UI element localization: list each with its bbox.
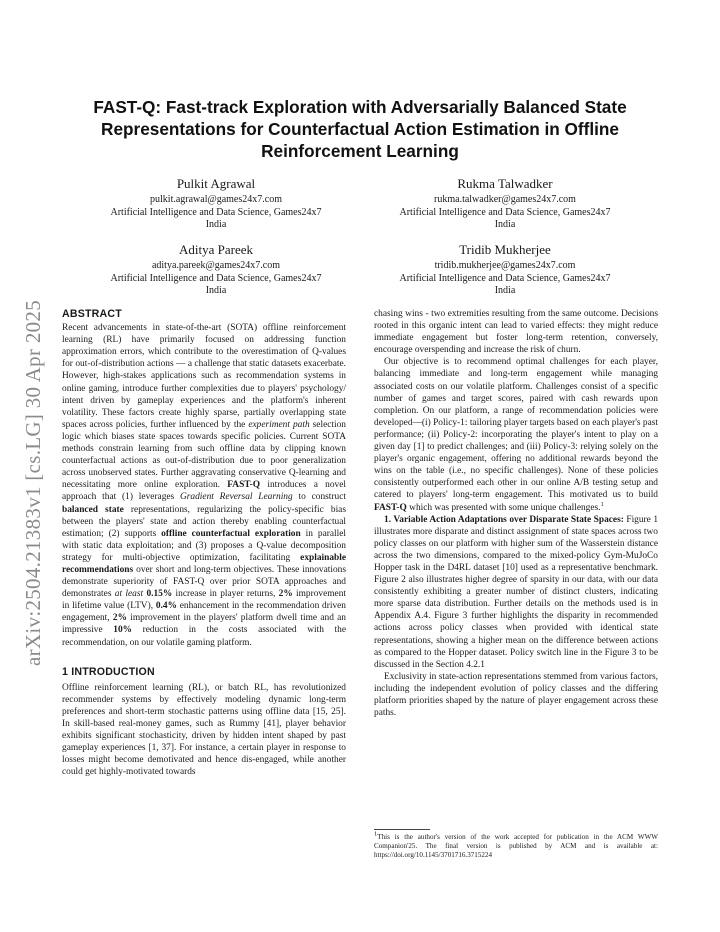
author-country: India	[494, 219, 516, 231]
arxiv-stamp	[20, 250, 46, 670]
author-block-4	[355, 242, 655, 298]
body-paragraph: chasing wins - two extremities resulting from the same outcome. Decisions rooted in this organic intent can lead to varied effects: they might reduce immediate engagement but foster long-term retention, conversely, encourage overspending and increase the risk of churn.	[374, 309, 658, 356]
exclusivity-paragraph: Exclusivity in state-action representations stemmed from various factors, including the independent evolution of policy classes and the differing platform priorities shaped by the nature of player engagement across these paths.	[374, 671, 658, 719]
author-email[interactable]: pulkit.agrawal@games24x7.com	[150, 194, 282, 205]
author-name: Pulkit Agrawal	[176, 176, 256, 191]
author-email[interactable]: rukma.talwadker@games24x7.com	[434, 194, 576, 205]
right-column	[374, 308, 658, 719]
abstract-heading: ABSTRACT	[62, 308, 122, 320]
author-name: Rukma Talwadker	[457, 176, 553, 191]
author-country: India	[205, 219, 227, 231]
author-name: Tridib Mukherjee	[459, 242, 551, 257]
intro-heading: 1 INTRODUCTION	[62, 665, 155, 678]
challenge-heading: 1. Variable Action Adaptations over Disparate State Spaces:	[384, 514, 624, 525]
author-affiliation: Artificial Intelligence and Data Science, Games24x7	[110, 206, 322, 218]
intro-paragraph: Offline reinforcement learning (RL), or batch RL, has revolutionized recommender systems by effectively modeling dynamic long-term preferences and short-term stochastic patterns using offline data [15, 25]. In skill-based real-money games, such as Rummy [41], player behavior exhibits significant stochasticity, driven by hidden intent shaped by past gameplay experiences [1, 37]. For instance, a certain player in response to losses might become demotivated and hence dis-engaged, while another could get highly-motivated towards	[62, 682, 346, 778]
arxiv-id-text: arXiv:2504.21383v1 [cs.LG] 30 Apr 2025	[21, 299, 45, 666]
challenge-paragraph: 1. Variable Action Adaptations over Disparate State Spaces: Figure 1 illustrates more disparate and distinct assignment of state spaces across two policy classes on our platform with higher sum of the Wasserstein distance across the two dimensions, compared to the mixed-policy Gym-MuJoCo Hopper task in the D4RL dataset [10] used as a representative benchmark. Figure 2 also illustrates higher degree of sparsity in our data, with our data consistently exhibiting a greater number of distinct clusters, indicating more sparse data distribution. Further details on the methods used is in Appendix A.4. Figure 3 further highlights the disparity in recommended actions across policy classes when provided with identical state representations, showing a higher mean on the difference between actions as compared to the Hopper dataset. Policy switch line in the Figure 3 to be discussed in the Section 4.2.1	[374, 514, 659, 670]
paper-title: FAST-Q: Fast-track Exploration with Adversarially Balanced State Representations for Counterfactual Action Estimation in Offline Reinforcement Learning	[93, 97, 627, 161]
author-block-1	[66, 176, 366, 232]
author-email[interactable]: aditya.pareek@games24x7.com	[151, 260, 281, 271]
author-country: India	[205, 285, 227, 297]
author-affiliation: Artificial Intelligence and Data Science, Games24x7	[399, 206, 611, 218]
abstract-text: Recent advancements in state-of-the-art (SOTA) offline reinforcement learning (RL) have primarily focused on addressing function approximation errors, which contribute to the overestimation of Q-values for out-of-distribution actions — a challenge that static datasets exacerbate. However, high-stakes applications such as recommendation systems in online gaming, introduce further complexities due to players' psychology/ intent driven by gameplay experiences and the platform's inherent volatility. These factors create highly sparse, partially overlapping state spaces across policies, further influenced by the experiment path selection logic which biases state spaces towards specific policies. Current SOTA methods constrain learning from such offline data by clipping known counterfactual actions as out-of-distribution due to poor generalization across unobserved states. Further aggravating conservative Q-learning and necessitating more online exploration. FAST-Q introduces a novel approach that (1) leverages Gradient Reversal Learning to construct balanced state representations, regularizing the policy-specific bias between the players' state and action thereby enabling counterfactual estimation; (2) supports offline counterfactual exploration in parallel with static data exploitation; and (3) proposes a Q-value decomposition strategy for multi-objective optimization, facilitating explainable recommendations over short and long-term objectives. These innovations demonstrate superiority of FAST-Q over prior SOTA approaches and demonstrates at least 0.15% increase in player returns, 2% improvement in lifetime value (LTV), 0.4% enhancement in the recommendation driven engagement, 2% improvement in the players' platform dwell time and an impressive 10% reduction in the costs associated with the recommendation, on our volatile gaming platform.	[62, 323, 347, 648]
footnote-marker[interactable]: 1	[600, 500, 604, 508]
author-block-2	[355, 176, 655, 232]
author-name: Aditya Pareek	[178, 242, 253, 257]
objective-paragraph: Our objective is to recommend optimal challenges for each player, balancing immediate and long-term engagement while managing associated costs on our volatile platform. Challenges consist of a specific number of games and target scores, paired with cash rewards upon completion. On our platform, a range of recommendation policies were developed—(i) Policy-1: tailoring player targets based on each player's past performance; (ii) Policy-2: incorporating the player's intent to play on a given day [1] to predict challenges; and (iii) Policy-3: relying solely on the player's organic engagement, offering no additional rewards beyond the wins on the table (i.e., no specific challenges). None of these policies consistently outperformed each other in our online A/B testing setup and catered to players' long-term engagement. This motivated us to build FAST-Q which was presented with some unique challenges.$^1$	[374, 357, 658, 513]
footnote-rule	[374, 829, 430, 830]
author-country: India	[494, 285, 516, 297]
author-email[interactable]: tridib.mukherjee@games24x7.com	[434, 260, 576, 271]
author-affiliation: Artificial Intelligence and Data Science, Games24x7	[110, 272, 322, 284]
footnote: $^1$This is the author's version of the work accepted for publication in the ACM WWW Companion'25. The final version is published by ACM and is available at: https://doi.org/10.1145/3701716.3715224	[374, 830, 658, 859]
author-block-3	[66, 242, 366, 298]
footnote-text: This is the author's version of the work accepted for publication in the ACM WWW Companion'25. The final version is published by ACM and is available at: https://doi.org/10.1145/3701716.3715224	[374, 833, 658, 859]
left-column	[62, 308, 346, 778]
author-affiliation: Artificial Intelligence and Data Science, Games24x7	[399, 272, 611, 284]
